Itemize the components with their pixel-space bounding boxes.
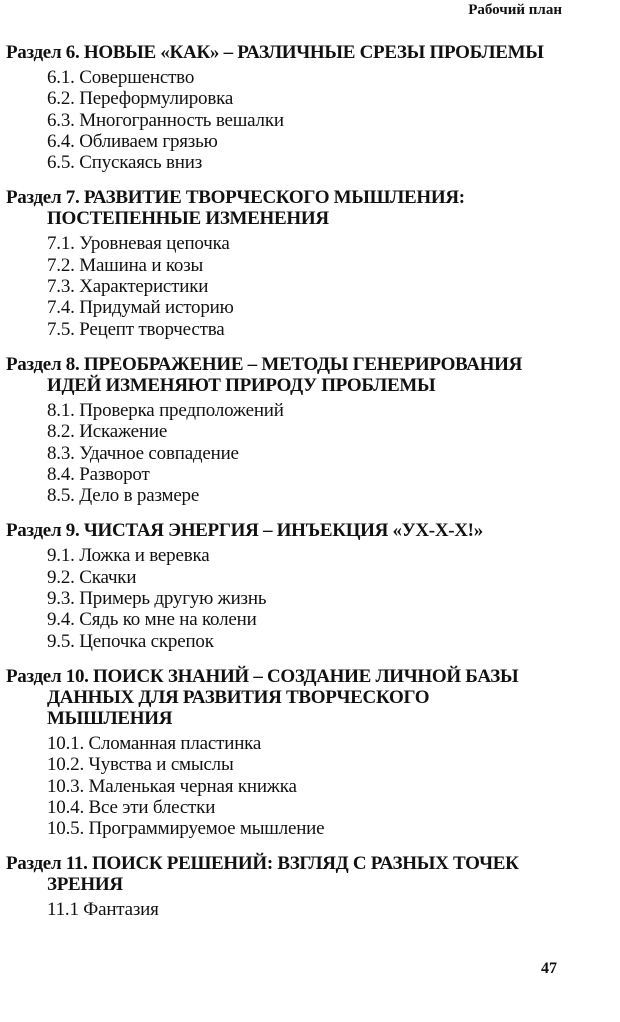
section: [6, 666, 566, 839]
subsection-item: 6.3. Многогранность вешалки: [47, 109, 284, 131]
subsection-item: 8.2. Искажение: [47, 421, 168, 443]
subsection-item: 7.1. Уровневая цепочка: [47, 233, 230, 255]
table-of-contents: [6, 42, 566, 935]
subsection-item: 7.3. Характеристики: [47, 276, 209, 298]
subsection-item: 9.1. Ложка и веревка: [47, 545, 210, 567]
section: [6, 187, 566, 339]
section-title: [6, 354, 566, 396]
section-title-line: Раздел 7. РАЗВИТИЕ ТВОРЧЕСКОГО МЫШЛЕНИЯ:: [6, 187, 465, 209]
section-title-line: Раздел 11. ПОИСК РЕШЕНИЙ: ВЗГЛЯД С РАЗНЫХ ТОЧЕК: [6, 853, 519, 875]
subsection-item: 6.4. Обливаем грязью: [47, 130, 218, 152]
subsection-item: 8.3. Удачное совпадение: [47, 442, 239, 464]
section-title: [6, 42, 566, 63]
subsection-item: 10.4. Все эти блестки: [47, 796, 216, 818]
section-title: [6, 187, 566, 229]
section-title: [6, 666, 566, 729]
subsection-item: 8.1. Проверка предположений: [47, 399, 284, 421]
section-title-line: ДАННЫХ ДЛЯ РАЗВИТИЯ ТВОРЧЕСКОГО: [47, 686, 430, 708]
subsection-item: 9.4. Сядь ко мне на колени: [47, 609, 257, 631]
section: [6, 354, 566, 506]
section: [6, 520, 566, 651]
section-title-line: МЫШЛЕНИЯ: [47, 707, 173, 729]
section-title-line: Раздел 8. ПРЕОБРАЖЕНИЕ – МЕТОДЫ ГЕНЕРИРОВАНИЯ: [6, 353, 523, 375]
subsection-item: 7.4. Придумай историю: [47, 297, 234, 319]
subsection-item: 8.5. Дело в размере: [47, 485, 200, 507]
section: [6, 853, 566, 920]
subsection-item: 10.1. Сломанная пластинка: [47, 732, 262, 754]
subsection-item: 9.2. Скачки: [47, 566, 137, 588]
subsection-list: [6, 899, 566, 920]
section-title-line: Раздел 9. ЧИСТАЯ ЭНЕРГИЯ – ИНЪЕКЦИЯ «УХ-Х-Х!»: [6, 520, 483, 542]
subsection-item: 10.2. Чувства и смыслы: [47, 754, 234, 776]
section-title-line: ЗРЕНИЯ: [47, 874, 123, 896]
page-number: 47: [541, 960, 557, 977]
subsection-item: 10.5. Программируемое мышление: [47, 818, 325, 840]
subsection-item: 6.1. Совершенство: [47, 67, 195, 88]
section-title: [6, 853, 566, 895]
subsection-item: 6.2. Переформулировка: [47, 88, 234, 110]
subsection-item: 7.5. Рецепт творчества: [47, 318, 225, 340]
subsection-item: 9.3. Примерь другую жизнь: [47, 588, 267, 610]
subsection-item: 11.1 Фантазия: [47, 899, 159, 921]
subsection-list: [6, 400, 566, 506]
subsection-item: 7.2. Машина и козы: [47, 254, 204, 276]
subsection-item: 10.3. Маленькая черная книжка: [47, 775, 297, 797]
subsection-list: [6, 67, 566, 173]
subsection-item: 9.5. Цепочка скрепок: [47, 630, 214, 652]
section-title-line: ПОСТЕПЕННЫЕ ИЗМЕНЕНИЯ: [47, 208, 329, 230]
section-title-line: Раздел 10. ПОИСК ЗНАНИЙ – СОЗДАНИЕ ЛИЧНОЙ БАЗЫ: [6, 665, 519, 687]
subsection-list: [6, 733, 566, 839]
section: [6, 42, 566, 173]
section-title: [6, 520, 566, 541]
subsection-list: [6, 233, 566, 339]
subsection-list: [6, 545, 566, 651]
running-head: Рабочий план: [468, 2, 562, 18]
subsection-item: 8.4. Разворот: [47, 463, 150, 485]
section-title-line: ИДЕЙ ИЗМЕНЯЮТ ПРИРОДУ ПРОБЛЕМЫ: [47, 374, 436, 396]
section-title-line: Раздел 6. НОВЫЕ «КАК» – РАЗЛИЧНЫЕ СРЕЗЫ ПРОБЛЕМЫ: [6, 42, 544, 63]
subsection-item: 6.5. Спускаясь вниз: [47, 152, 203, 174]
